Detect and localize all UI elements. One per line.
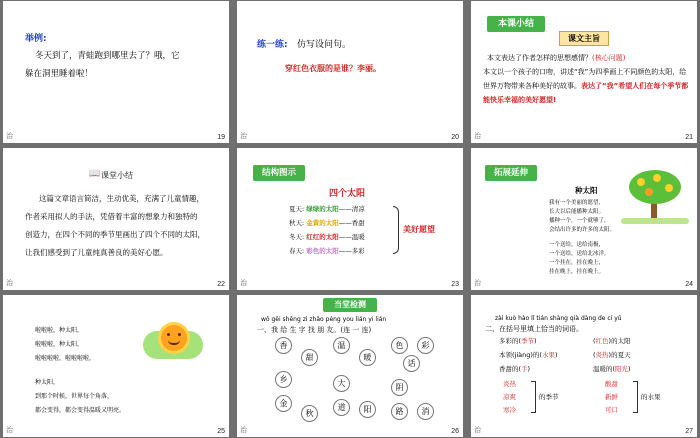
song-line: 啦啦啦，种太阳，	[35, 341, 84, 348]
fill-prefix: 香甜的	[499, 365, 519, 373]
slide-thumbnail-20[interactable]	[237, 1, 463, 143]
song-line: 啦啦啦啦，啦啦啦啦，	[35, 355, 96, 362]
char-circle[interactable]: 秋	[301, 405, 318, 422]
char-circle[interactable]: 消	[417, 403, 434, 420]
structure-row-summer: 夏天: 绿绿的太阳——清凉	[289, 205, 365, 213]
exercise-pinyin: zài kuò hào lǐ tián shàng qià dàng de cí yǔ	[495, 315, 622, 322]
core-question-text: 本文表达了作者怎样的思想感情？	[487, 54, 592, 62]
practice-label: 练一练:	[257, 40, 288, 50]
example-label: 举例:	[25, 34, 47, 44]
char-circle[interactable]: 色	[391, 337, 408, 354]
slide-thumbnail-24[interactable]	[471, 148, 697, 290]
structure-row-autumn: 秋天: 金黄的太阳——香甜	[289, 219, 365, 227]
char-circle[interactable]: 路	[391, 403, 408, 420]
song-line: 啦啦啦，种太阳，	[35, 327, 84, 334]
exercise-instruction: 二、在括号里填上恰当的词语。	[485, 325, 583, 333]
char-circle[interactable]: 香	[275, 337, 292, 354]
theme-body-highlight: 表达了“我”希望人们在每个季节都能快乐幸福的美好愿望!	[483, 82, 689, 104]
slide-number: 19	[217, 134, 225, 141]
fill-suffix: 的夏天	[611, 351, 631, 359]
group-right-item: 可口	[605, 406, 618, 414]
fill-row: 多彩的(季节)	[499, 337, 537, 345]
practice-task: 仿写设问句。	[297, 40, 352, 50]
example-line-2: 躲在洞里睡着啦！	[25, 69, 94, 79]
slide-footer: 治	[6, 132, 13, 140]
season-label: 春天:	[289, 247, 305, 255]
char-circle[interactable]: 金	[275, 395, 292, 412]
slide-thumbnail-25[interactable]	[3, 295, 229, 437]
group-left-item: 寒冷	[503, 406, 516, 414]
brace	[393, 206, 399, 254]
char-circle[interactable]: 道	[333, 399, 350, 416]
slide-footer: 治	[240, 426, 247, 434]
group-right-brace	[633, 381, 638, 413]
theme-tag: 课文主旨	[559, 31, 609, 46]
sun-cloud-illustration	[143, 321, 203, 363]
slide-footer: 治	[474, 279, 481, 287]
fill-row: 本领(jiàng)的(水果)	[499, 351, 558, 359]
slide-number: 20	[451, 134, 459, 141]
slide-footer: 治	[6, 279, 13, 287]
structure-title: 四个太阳	[329, 189, 366, 199]
poem-line: 播种一个，一个就够了，	[549, 218, 610, 224]
slide-number: 23	[451, 281, 459, 288]
poem-line: 一个挂在，挂在晚上，	[549, 260, 605, 266]
fill-row: 香甜的(手)	[499, 365, 531, 373]
fill-row: (红色)的太阳	[593, 337, 631, 345]
group-left-brace	[531, 381, 536, 413]
slide-footer: 治	[240, 132, 247, 140]
fill-answer: 红色	[595, 337, 609, 345]
poem-line: 一个送给，送给南极，	[549, 242, 605, 248]
poem-line: 我有一个美丽的愿望，	[549, 200, 605, 206]
fill-answer: 炎热	[595, 351, 609, 359]
char-circle[interactable]: 甜	[301, 349, 318, 366]
section-tag: 结构图示	[253, 165, 305, 181]
structure-summary: 美好愿望	[403, 225, 435, 234]
feel-label: 香甜	[351, 219, 365, 227]
char-circle[interactable]: 阳	[359, 401, 376, 418]
char-circle[interactable]: 彩	[417, 337, 434, 354]
section-tag: 拓展延伸	[485, 165, 537, 181]
slide-number: 24	[685, 281, 693, 288]
section-tag: 本课小结	[487, 16, 545, 32]
summary-line-2: 作者采用拟人的手法，凭借着丰富的想象力和独特的	[25, 212, 198, 221]
char-circle[interactable]: 阴	[391, 379, 408, 396]
season-label: 冬天:	[289, 233, 305, 241]
summary-line-3: 创造力，在四个不同的季节里画出了四个不同的太阳，	[25, 230, 205, 239]
slide-thumbnail-21[interactable]	[471, 1, 697, 143]
char-circle[interactable]: 大	[333, 375, 350, 392]
fill-prefix: 本领(jiàng)的	[499, 351, 540, 359]
feel-label: 温暖	[351, 233, 365, 241]
poem-line: 会结出许多的许多的太阳。	[549, 227, 616, 233]
slide-footer: 治	[6, 426, 13, 434]
summary-icon: 📖	[89, 169, 101, 179]
theme-body: 本文以一个孩子的口吻，讲述“我”为四季画上不同颜色的太阳，给世界万物带来各种美好的故事。	[483, 68, 687, 90]
slide-footer: 治	[474, 132, 481, 140]
sun-label: 金黄的太阳	[306, 219, 339, 227]
structure-row-winter: 冬天: 红红的太阳——温暖	[289, 233, 365, 241]
char-circle[interactable]: 温	[333, 337, 350, 354]
poem-line: 挂在晚上，挂在晚上。	[549, 269, 605, 275]
sun-label: 绿绿的太阳	[306, 205, 339, 213]
slide-thumbnail-23[interactable]	[237, 148, 463, 290]
season-label: 秋天:	[289, 219, 305, 227]
song-line: 种太阳，	[35, 379, 60, 386]
group-left-item: 凉爽	[503, 393, 516, 401]
group-left-label: 的季节	[539, 393, 559, 401]
theme-paragraph	[483, 65, 689, 107]
slide-number: 27	[685, 428, 693, 435]
grass-decoration	[621, 218, 689, 224]
core-question	[487, 53, 625, 63]
group-right-item: 酸甜	[605, 380, 618, 388]
section-tag: 当堂检测	[323, 298, 377, 312]
group-right-label: 的水果	[641, 393, 661, 401]
group-left-item: 炎热	[503, 380, 516, 388]
sun-label: 彩色的太阳	[306, 247, 339, 255]
fill-suffix: 的太阳	[611, 337, 631, 345]
poem-line: 一个送给，送给北冰洋。	[549, 251, 610, 257]
fill-answer: 阳光	[615, 365, 629, 373]
season-label: 夏天:	[289, 205, 305, 213]
fill-row: 温暖的(阳光)	[593, 365, 631, 373]
fill-answer: 水果	[541, 351, 555, 359]
slide-number: 26	[451, 428, 459, 435]
structure-row-spring: 春天: 彩色的太阳——多彩	[289, 247, 365, 255]
slide-number: 22	[217, 281, 225, 288]
group-right-item: 新鲜	[605, 393, 618, 401]
tree-illustration	[627, 170, 683, 218]
fill-answer: 手	[521, 365, 528, 373]
fill-prefix: 多彩的	[499, 337, 519, 345]
fill-row: (炎热)的夏天	[593, 351, 631, 359]
song-line: 都会变得，都会变得温暖又明亮。	[35, 407, 126, 414]
poem-title: 种太阳	[575, 186, 598, 195]
practice-answer: 穿红色衣服的是谁？李丽。	[285, 63, 381, 73]
fill-answer: 季节	[521, 337, 535, 345]
slide-thumbnail-26[interactable]	[237, 295, 463, 437]
summary-line-1: 这篇文章语言简洁，生动优美，充满了儿童情趣，	[39, 194, 204, 203]
feel-label: 多彩	[351, 247, 365, 255]
exercise-instruction: 一、我 给 生 字 找 朋 友。(连 一 连)	[257, 326, 372, 334]
song-line: 到那个时候，世界每个角落，	[35, 393, 114, 400]
summary-title: 课堂小结	[101, 171, 133, 180]
sun-label: 红红的太阳	[306, 233, 339, 241]
slide-footer: 治	[474, 426, 481, 434]
slide-number: 25	[217, 428, 225, 435]
core-question-hint: (核心问题)	[592, 54, 626, 62]
char-circle[interactable]: 话	[403, 355, 420, 372]
fill-prefix: 温暖的	[593, 365, 613, 373]
char-circle[interactable]: 乡	[275, 371, 292, 388]
feel-label: 清凉	[351, 205, 365, 213]
slide-thumbnail-22[interactable]	[3, 148, 229, 290]
example-line-1: 冬天到了，青蛙跑到哪里去了？哦，它	[35, 51, 180, 61]
summary-line-4: 让我们感受到了儿童纯真善良的美好心愿。	[25, 248, 168, 257]
slide-thumbnail-27[interactable]	[471, 295, 697, 437]
slide-number: 21	[685, 134, 693, 141]
poem-line: 长大以后能播种太阳。	[549, 209, 605, 215]
slide-footer: 治	[240, 279, 247, 287]
slide-thumbnail-19[interactable]	[3, 1, 229, 143]
char-circle[interactable]: 暖	[359, 349, 376, 366]
exercise-pinyin: wǒ gěi shēng zì zhǎo péng you lián yi lián	[261, 316, 387, 323]
